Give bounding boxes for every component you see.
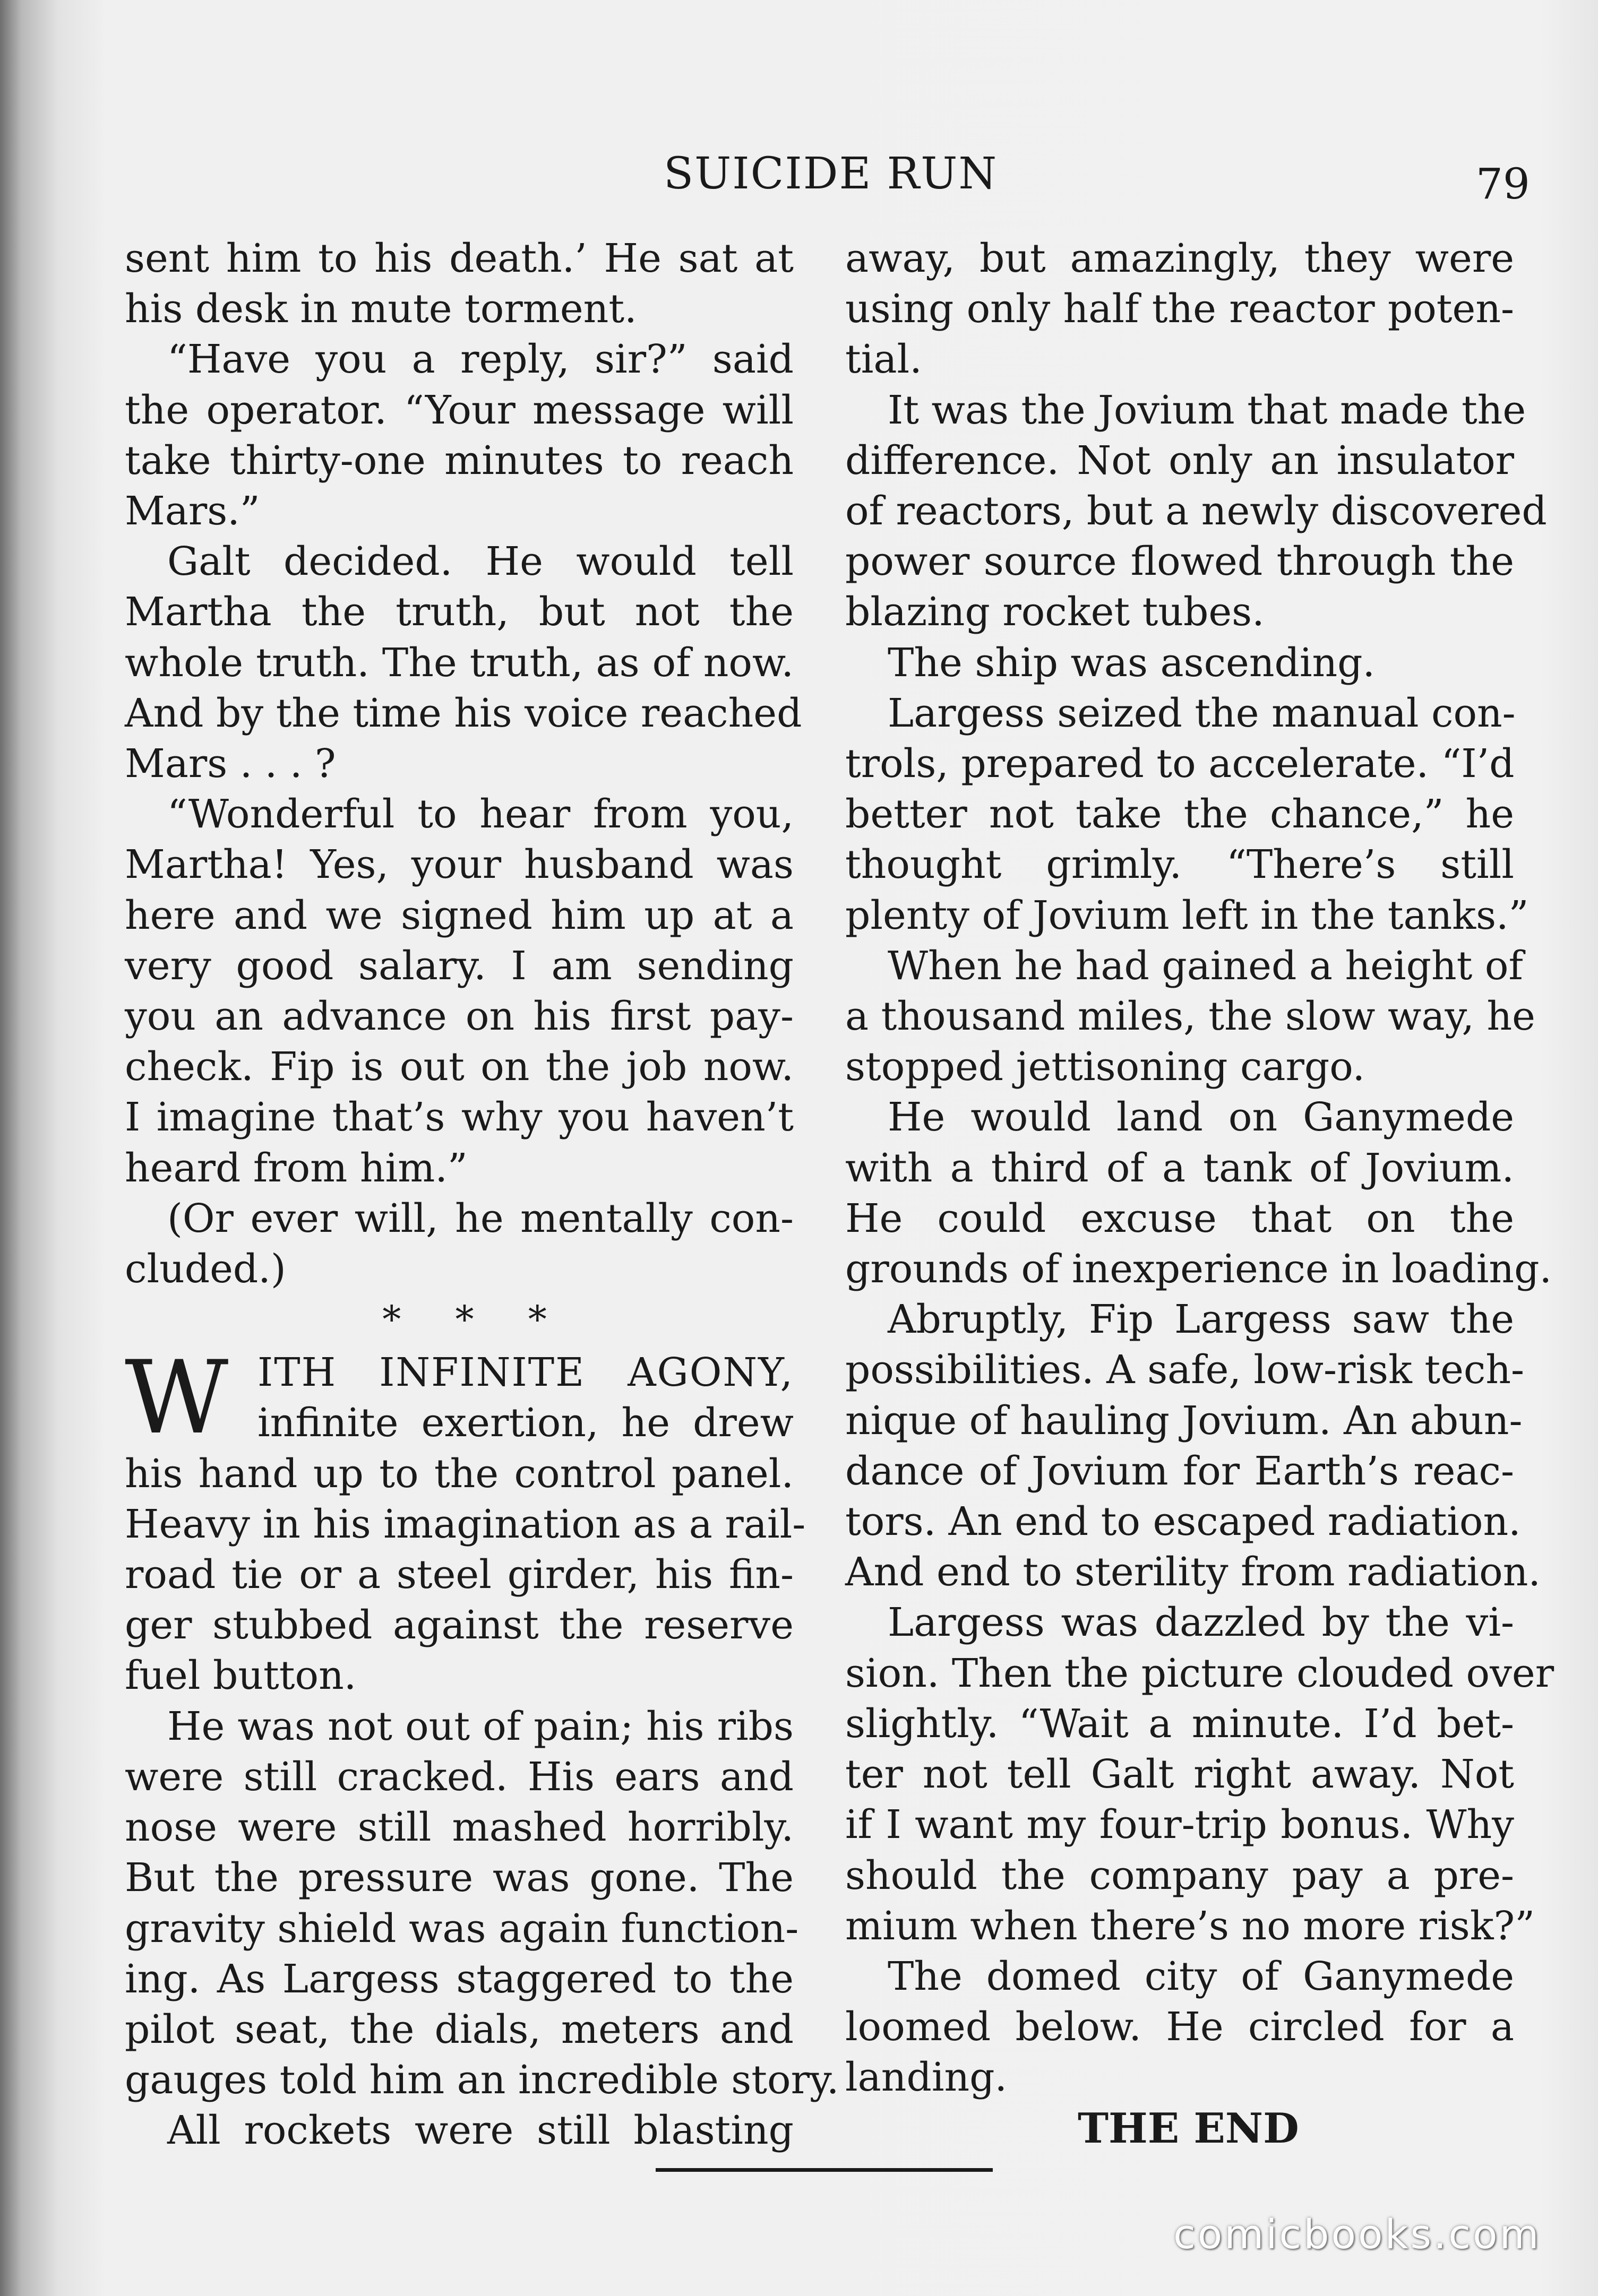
text-line: slightly. “Wait a minute. I’d bet- [845, 1701, 1514, 1747]
end-rule-divider [656, 2168, 993, 2172]
text-line: Mars . . . ? [125, 741, 336, 787]
text-line: trols, prepared to accelerate. “I’d [845, 741, 1515, 787]
text-line: whole truth. The truth, as of now. [125, 640, 794, 686]
text-line: check. Fip is out on the job now. [125, 1044, 794, 1090]
page-number: 79 [1476, 159, 1530, 209]
text-line: if I want my four-trip bonus. Why [845, 1802, 1514, 1848]
text-line: power source flowed through the [845, 539, 1514, 585]
text-line: “Have you a reply, sir?” said [167, 336, 794, 383]
text-line: ITH INFINITE AGONY, [257, 1350, 794, 1396]
text-line: were still cracked. His ears and [125, 1754, 794, 1800]
text-line: “Wonderful to hear from you, [167, 791, 794, 838]
text-line: Galt decided. He would tell [167, 539, 794, 585]
text-line: a thousand miles, the slow way, he [845, 994, 1535, 1040]
text-line: using only half the reactor poten- [845, 286, 1514, 332]
text-line: ger stubbed against the reserve [125, 1602, 794, 1648]
text-line: infinite exertion, he drew [257, 1400, 794, 1446]
text-line: Largess seized the manual con- [888, 690, 1516, 736]
text-line: tial. [845, 336, 922, 383]
text-line: gravity shield was again function- [125, 1905, 799, 1952]
text-line: of reactors, but a newly discovered [845, 488, 1547, 534]
text-line: stopped jettisoning cargo. [845, 1044, 1365, 1090]
text-line: heard from him.” [125, 1145, 468, 1191]
text-line: Abruptly, Fip Largess saw the [888, 1297, 1514, 1343]
text-line: fuel button. [125, 1653, 357, 1699]
text-line: sent him to his death.’ He sat at [125, 236, 794, 281]
text-line: All rockets were still blasting [167, 2108, 794, 2154]
text-line: away, but amazingly, they were [845, 236, 1514, 281]
text-line: possibilities. A safe, low-risk tech- [845, 1347, 1524, 1393]
text-line: his hand up to the control panel. [125, 1451, 794, 1497]
text-line: I imagine that’s why you haven’t [125, 1094, 794, 1141]
text-line: you an advance on his first pay- [125, 994, 794, 1040]
text-line: blazing rocket tubes. [845, 589, 1265, 635]
text-line: mium when there’s no more risk?” [845, 1903, 1535, 1949]
text-line: here and we signed him up at a [125, 892, 794, 938]
right-column [845, 234, 1554, 2103]
text-line: Martha! Yes, your husband was [125, 842, 794, 888]
text-line: nique of hauling Jovium. An abun- [845, 1397, 1523, 1444]
text-line: nose were still mashed horribly. [125, 1805, 794, 1851]
text-line: Martha the truth, but not the [125, 589, 794, 635]
text-line: take thirty-one minutes to reach [125, 437, 794, 484]
text-line: gauges told him an incredible story. [125, 2057, 839, 2103]
dropcap-letter: W [125, 1339, 229, 1457]
text-line: He would land on Ganymede [888, 1094, 1514, 1141]
dropcap-paragraph-opening [125, 1339, 794, 1457]
text-line: loomed below. He circled for a [845, 2004, 1514, 2050]
text-line: sion. Then the picture clouded over [845, 1650, 1554, 1696]
text-line: ing. As Largess staggered to the [125, 1956, 794, 2002]
text-line: Mars.” [125, 488, 260, 534]
text-line: The domed city of Ganymede [888, 1953, 1514, 1999]
text-line: He was not out of pain; his ribs [167, 1703, 794, 1749]
text-line: (Or ever will, he mentally con- [167, 1195, 794, 1241]
text-line: He could excuse that on the [845, 1195, 1514, 1241]
text-line: But the pressure was gone. The [125, 1855, 794, 1901]
text-line: It was the Jovium that made the [888, 387, 1526, 433]
text-line: When he had gained a height of [888, 943, 1523, 989]
text-line: with a third of a tank of Jovium. [845, 1145, 1514, 1191]
text-line: pilot seat, the dials, meters and [125, 2006, 794, 2052]
text-line: dance of Jovium for Earth’s reac- [845, 1448, 1514, 1494]
text-line: ter not tell Galt right away. Not [845, 1751, 1514, 1798]
text-line: tors. An end to escaped radiation. [845, 1499, 1521, 1545]
left-column [125, 234, 839, 2156]
text-line: his desk in mute torment. [125, 286, 637, 332]
text-line: And by the time his voice reached [125, 690, 802, 736]
text-line: road tie or a steel girder, his fin- [125, 1552, 794, 1598]
text-line: plenty of Jovium left in the tanks.” [845, 892, 1529, 938]
text-line: difference. Not only an insulator [845, 437, 1514, 484]
text-line: should the company pay a pre- [845, 1852, 1514, 1898]
text-line: Heavy in his imagination as a rail- [125, 1501, 806, 1547]
section-break: * * * [382, 1298, 568, 1342]
text-line: landing. [845, 2055, 1008, 2101]
text-line: the operator. “Your message will [125, 387, 794, 433]
text-line: And end to sterility from radiation. [845, 1549, 1541, 1595]
source-watermark: comicbooks.com [1173, 2211, 1541, 2258]
the-end-label: THE END [1078, 2104, 1299, 2153]
text-line: The ship was ascending. [888, 640, 1376, 686]
text-line: Largess was dazzled by the vi- [888, 1600, 1514, 1646]
text-line: cluded.) [125, 1246, 286, 1292]
text-line: very good salary. I am sending [125, 943, 794, 989]
running-head-title: SUICIDE RUN [664, 149, 998, 199]
text-line: thought grimly. “There’s still [845, 842, 1514, 888]
text-line: better not take the chance,” he [845, 791, 1514, 838]
text-line: grounds of inexperience in loading. [845, 1246, 1552, 1292]
